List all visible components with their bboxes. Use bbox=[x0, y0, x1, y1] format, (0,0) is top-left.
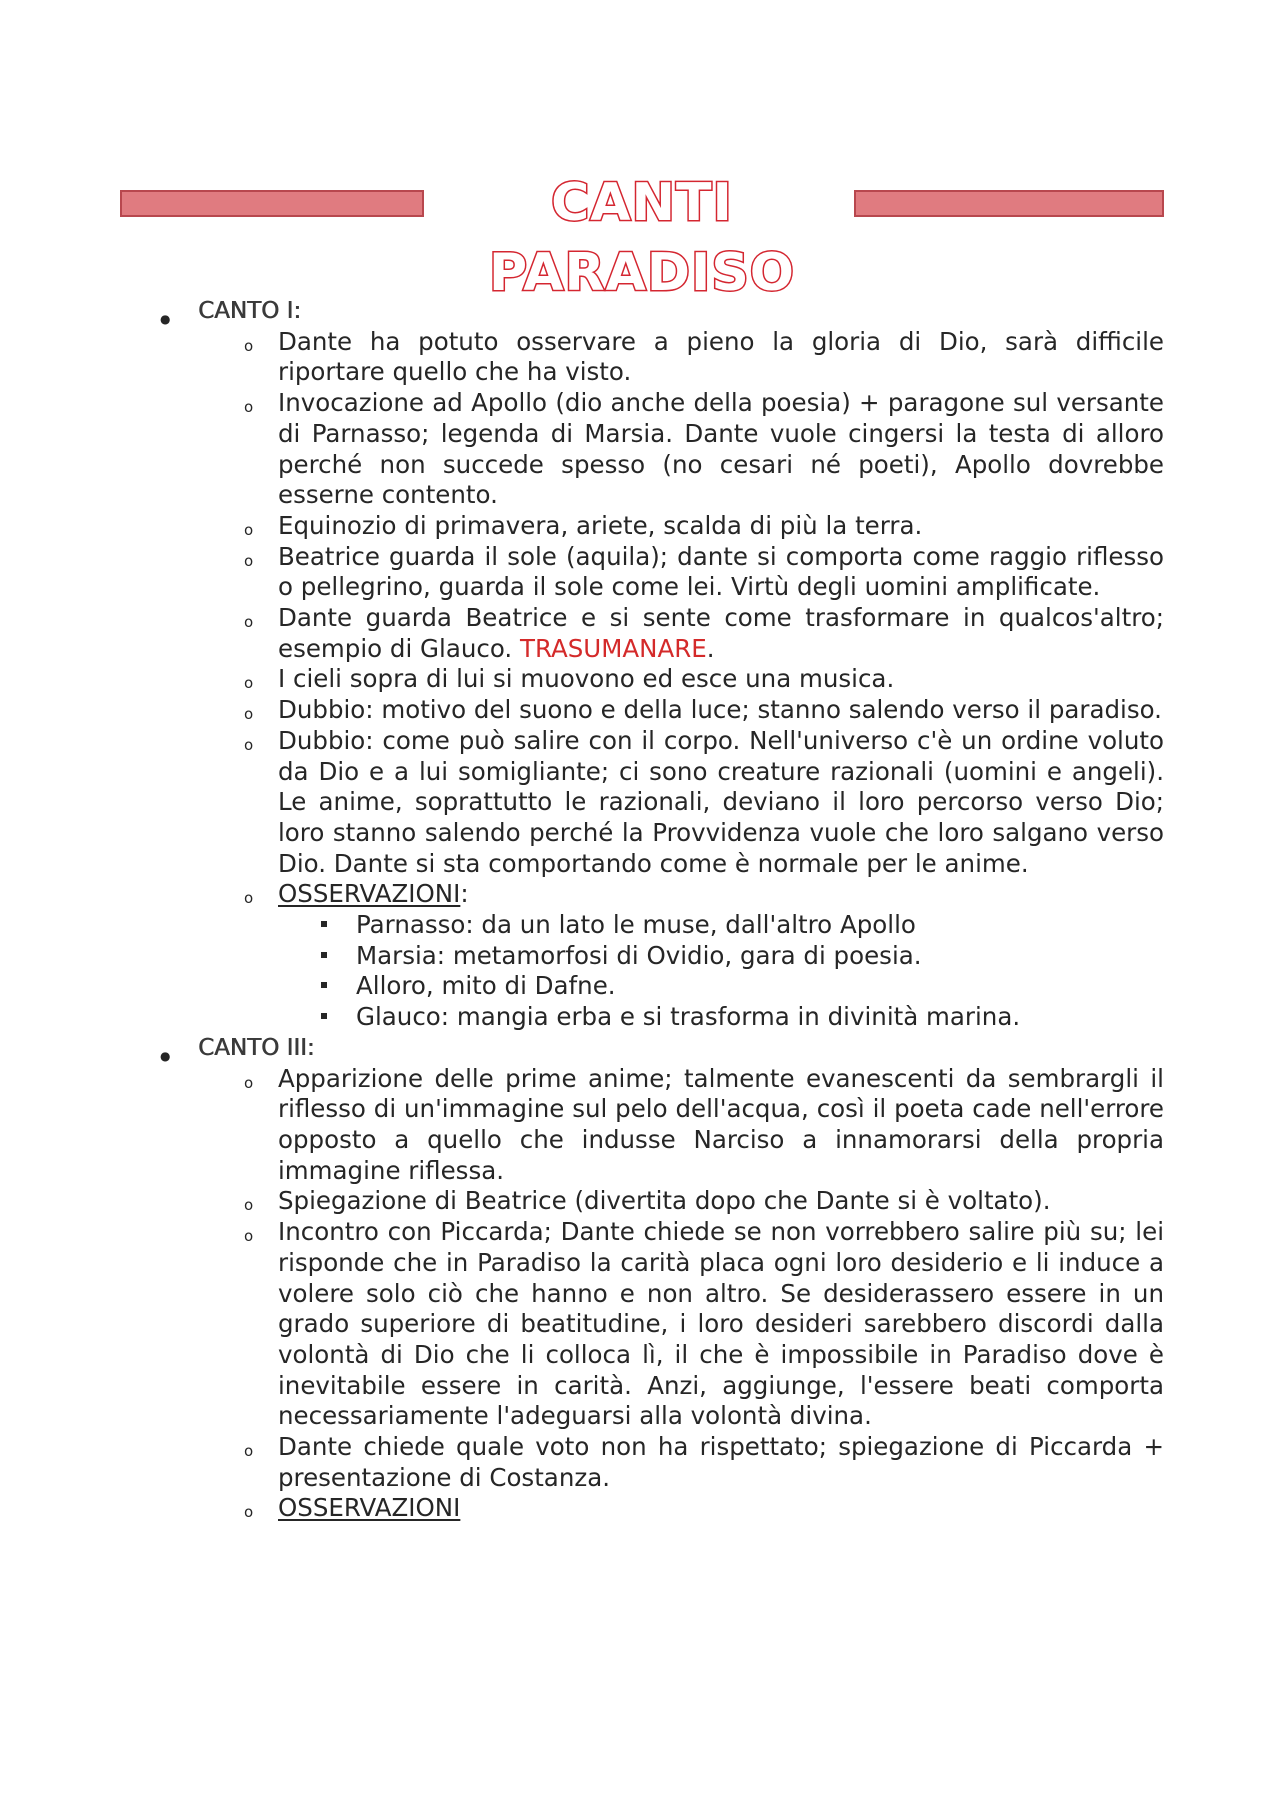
circle-bullet-icon: o bbox=[244, 674, 254, 693]
item-text: Incontro con Piccarda; Dante chiede se non vorrebbero salire più su; lei risponde che in Paradiso la carità placa ogni loro desiderio e li induce a volere solo ciò che hanno e non altro. Se desiderassero essere in un grado superiore di beatitudine, i loro desideri sarebbero discordi dalla volontà di Dio che li colloca lì, il che è impossibile in Paradiso dove è inevitabile essere in carità. Anzi, aggiunge, l'essere beati comporta necessariamente l'adeguarsi alla volontà divina. bbox=[278, 1217, 1164, 1431]
list-item bbox=[244, 388, 1164, 511]
page-title: CANTI PARADISO bbox=[488, 173, 796, 303]
circle-bullet-icon: o bbox=[244, 1503, 254, 1522]
observations-item bbox=[244, 1493, 1164, 1524]
observation-text: Marsia: metamorfosi di Ovidio, gara di poesia. bbox=[356, 940, 922, 970]
list-item bbox=[244, 511, 1164, 542]
item-text: Dante chiede quale voto non ha rispettato; spiegazione di Piccarda + presentazione di Costanza. bbox=[278, 1432, 1164, 1492]
observation-text: Glauco: mangia erba e si trasforma in divinità marina. bbox=[356, 1002, 1021, 1032]
square-bullet-icon bbox=[321, 982, 327, 988]
item-text: Dante guarda Beatrice e si sente come trasformare in qualcos'altro; esempio di Glauco. bbox=[278, 603, 1164, 663]
bullet-icon: ● bbox=[160, 312, 171, 326]
observations-item bbox=[244, 879, 1164, 1033]
item-text: Equinozio di primavera, ariete, scalda di più la terra. bbox=[278, 510, 923, 540]
list-item bbox=[244, 542, 1164, 603]
title-bar-left bbox=[120, 190, 424, 217]
bullet-icon: ● bbox=[160, 1048, 171, 1063]
item-text: Dante ha potuto osservare a pieno la gloria di Dio, sarà difficile riportare quello che ha visto. bbox=[278, 326, 1164, 387]
square-bullet-icon bbox=[321, 921, 327, 927]
circle-bullet-icon: o bbox=[244, 1073, 254, 1092]
list-item bbox=[244, 327, 1164, 388]
item-text: I cieli sopra di lui si muovono ed esce una musica. bbox=[278, 664, 895, 694]
circle-bullet-icon: o bbox=[244, 1196, 254, 1215]
observation-text: Parnasso: da un lato le muse, dall'altro Apollo bbox=[356, 910, 916, 940]
list-item bbox=[244, 1186, 1164, 1217]
circle-bullet-icon: o bbox=[244, 1227, 254, 1246]
item-text: Dubbio: come può salire con il corpo. Nell'universo c'è un ordine voluto da Dio e a lui somigliante; ci sono creature razionali (uomini e angeli). Le anime, soprattutto le razionali, deviano il loro percorso verso Dio; loro stanno salendo perché la Provvidenza vuole che loro salgano verso Dio. Dante si sta comportando come è normale per le anime. bbox=[278, 725, 1164, 878]
list-item bbox=[244, 1064, 1164, 1187]
item-text: Dubbio: motivo del suono e della luce; stanno salendo verso il paradiso. bbox=[278, 695, 1162, 725]
observations-label: OSSERVAZIONI bbox=[278, 1493, 461, 1523]
canto-heading: CANTO I: bbox=[198, 298, 301, 324]
circle-bullet-icon: o bbox=[244, 336, 254, 355]
item-text-end: . bbox=[706, 633, 715, 663]
list-item bbox=[244, 664, 1164, 695]
square-bullet-icon bbox=[321, 1013, 327, 1019]
canto-section bbox=[154, 1033, 1164, 1524]
circle-bullet-icon: o bbox=[244, 889, 254, 908]
observation-item bbox=[321, 1002, 1164, 1033]
item-text: Invocazione ad Apollo (dio anche della poesia) + paragone sul versante di Parnasso; legenda di Marsia. Dante vuole cingersi la testa di alloro perché non succede spesso (no cesari né poeti), Apollo dovrebbe esserne contento. bbox=[278, 388, 1164, 510]
observation-text: Alloro, mito di Dafne. bbox=[356, 971, 616, 1001]
item-text: Apparizione delle prime anime; talmente evanescenti da sembrargli il riflesso di un'immagine sul pelo dell'acqua, così il poeta cade nell'errore opposto a quello che indusse Narciso a innamorarsi della propria immagine riflessa. bbox=[278, 1063, 1164, 1185]
list-item bbox=[244, 726, 1164, 880]
square-bullet-icon bbox=[321, 952, 327, 958]
highlight-keyword: TRASUMANARE bbox=[520, 633, 707, 663]
canto-heading: CANTO III: bbox=[198, 1034, 315, 1061]
circle-bullet-icon: o bbox=[244, 551, 254, 570]
list-item bbox=[244, 603, 1164, 664]
title-bar-right bbox=[854, 190, 1164, 217]
canto-points bbox=[244, 327, 1164, 1033]
observation-item bbox=[321, 941, 1164, 972]
canto-points bbox=[244, 1064, 1164, 1525]
circle-bullet-icon: o bbox=[244, 705, 254, 724]
item-text: Spiegazione di Beatrice (divertita dopo che Dante si è voltato). bbox=[278, 1186, 1051, 1216]
canto-list bbox=[154, 296, 1164, 1524]
list-item bbox=[244, 695, 1164, 726]
canto-section bbox=[154, 296, 1164, 1033]
observations-list bbox=[321, 910, 1164, 1033]
circle-bullet-icon: o bbox=[244, 613, 254, 632]
list-item bbox=[244, 1432, 1164, 1493]
observation-item bbox=[321, 971, 1164, 1002]
circle-bullet-icon: o bbox=[244, 735, 254, 754]
observations-suffix: : bbox=[460, 879, 469, 909]
observations-label: OSSERVAZIONI bbox=[278, 879, 461, 909]
list-item bbox=[244, 1217, 1164, 1432]
item-text: Beatrice guarda il sole (aquila); dante si comporta come raggio riflesso o pellegrino, guarda il sole come lei. Virtù degli uomini amplificate. bbox=[278, 541, 1164, 602]
circle-bullet-icon: o bbox=[244, 520, 254, 539]
circle-bullet-icon: o bbox=[244, 398, 254, 417]
title-banner bbox=[120, 168, 1164, 303]
observation-item bbox=[321, 910, 1164, 941]
circle-bullet-icon: o bbox=[244, 1442, 254, 1461]
notes-content bbox=[154, 296, 1164, 1524]
